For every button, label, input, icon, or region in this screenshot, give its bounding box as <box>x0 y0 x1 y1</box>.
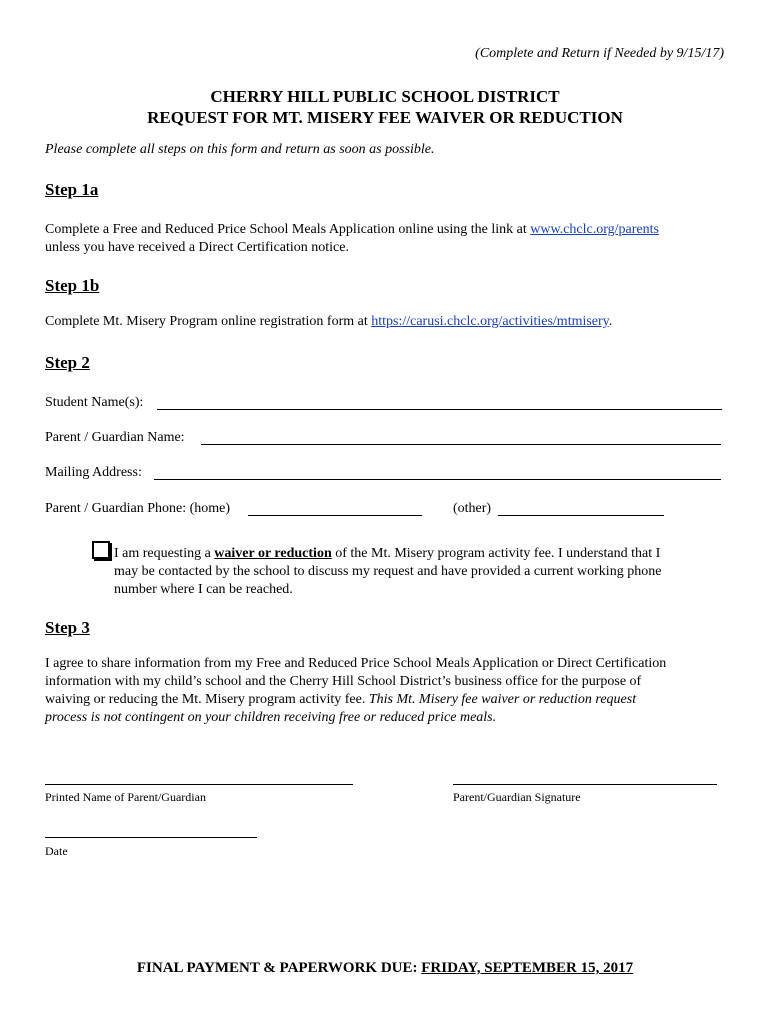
form-title: REQUEST FOR MT. MISERY FEE WAIVER OR REDUCTION <box>147 108 623 127</box>
step-3-text <box>45 655 725 727</box>
return-note: (Complete and Return if Needed by 9/15/17) <box>475 46 724 61</box>
phone-other-field[interactable] <box>498 515 664 516</box>
signature-field[interactable] <box>453 784 717 785</box>
signature-label: Parent/Guardian Signature <box>453 790 581 804</box>
intro-text: Please complete all steps on this form and return as soon as possible. <box>45 142 435 157</box>
printed-name-label: Printed Name of Parent/Guardian <box>45 790 206 804</box>
step-3-line1: I agree to share information from my Free and Reduced Price School Meals Application or Direct Certification <box>45 656 667 671</box>
waiver-text-line2: may be contacted by the school to discuss my request and have provided a current working phone <box>114 564 662 579</box>
step-3-heading: Step 3 <box>45 618 90 637</box>
final-due-date: FRIDAY, SEPTEMBER 15, 2017 <box>421 960 634 976</box>
step-1a-text-after: unless you have received a Direct Certification notice. <box>45 240 349 255</box>
step-1a-text-before: Complete a Free and Reduced Price School Meals Application online using the link at <box>45 222 531 237</box>
step-2-heading: Step 2 <box>45 353 90 372</box>
step-1a-text <box>45 221 725 257</box>
final-due-notice <box>0 960 770 977</box>
student-name-field[interactable] <box>157 409 722 410</box>
step-1b-heading: Step 1b <box>45 276 100 295</box>
phone-home-label: Parent / Guardian Phone: (home) <box>45 501 231 516</box>
student-name-label: Student Name(s): <box>45 395 144 410</box>
step-1b-text <box>45 313 725 331</box>
step-3-line2: information with my child’s school and the Cherry Hill School District’s business office for the purpose of <box>45 674 642 689</box>
mailing-address-label: Mailing Address: <box>45 465 142 480</box>
waiver-checkbox[interactable] <box>92 541 110 559</box>
date-label: Date <box>45 844 68 858</box>
step-1a-heading: Step 1a <box>45 180 99 199</box>
mtmisery-link[interactable]: https://carusi.chclc.org/activities/mtmisery <box>371 314 609 329</box>
waiver-text-line3: number where I can be reached. <box>114 582 293 597</box>
printed-name-field[interactable] <box>45 784 353 785</box>
waiver-text-bold: waiver or reduction <box>214 546 332 561</box>
date-field[interactable] <box>45 837 257 838</box>
step-3-line3: waiving or reducing the Mt. Misery program activity fee. <box>45 692 369 707</box>
phone-home-field[interactable] <box>248 515 422 516</box>
phone-other-label: (other) <box>453 501 492 516</box>
waiver-request-text <box>114 545 724 599</box>
step-1b-text-before: Complete Mt. Misery Program online registration form at <box>45 314 372 329</box>
guardian-name-label: Parent / Guardian Name: <box>45 430 185 445</box>
waiver-text-before: I am requesting a <box>114 546 215 561</box>
parents-link[interactable]: www.chclc.org/parents <box>530 222 659 237</box>
district-title: CHERRY HILL PUBLIC SCHOOL DISTRICT <box>210 87 560 106</box>
step-1b-period: . <box>608 314 613 329</box>
guardian-name-field[interactable] <box>201 444 721 445</box>
step-3-line4: process is not contingent on your children receiving free or reduced price meals. <box>45 710 497 725</box>
final-due-text: FINAL PAYMENT & PAPERWORK DUE: <box>136 960 422 976</box>
mailing-address-field[interactable] <box>154 479 721 480</box>
waiver-text-after: of the Mt. Misery program activity fee. I understand that I <box>331 546 661 561</box>
step-3-line3-italic: This Mt. Misery fee waiver or reduction request <box>368 692 637 707</box>
